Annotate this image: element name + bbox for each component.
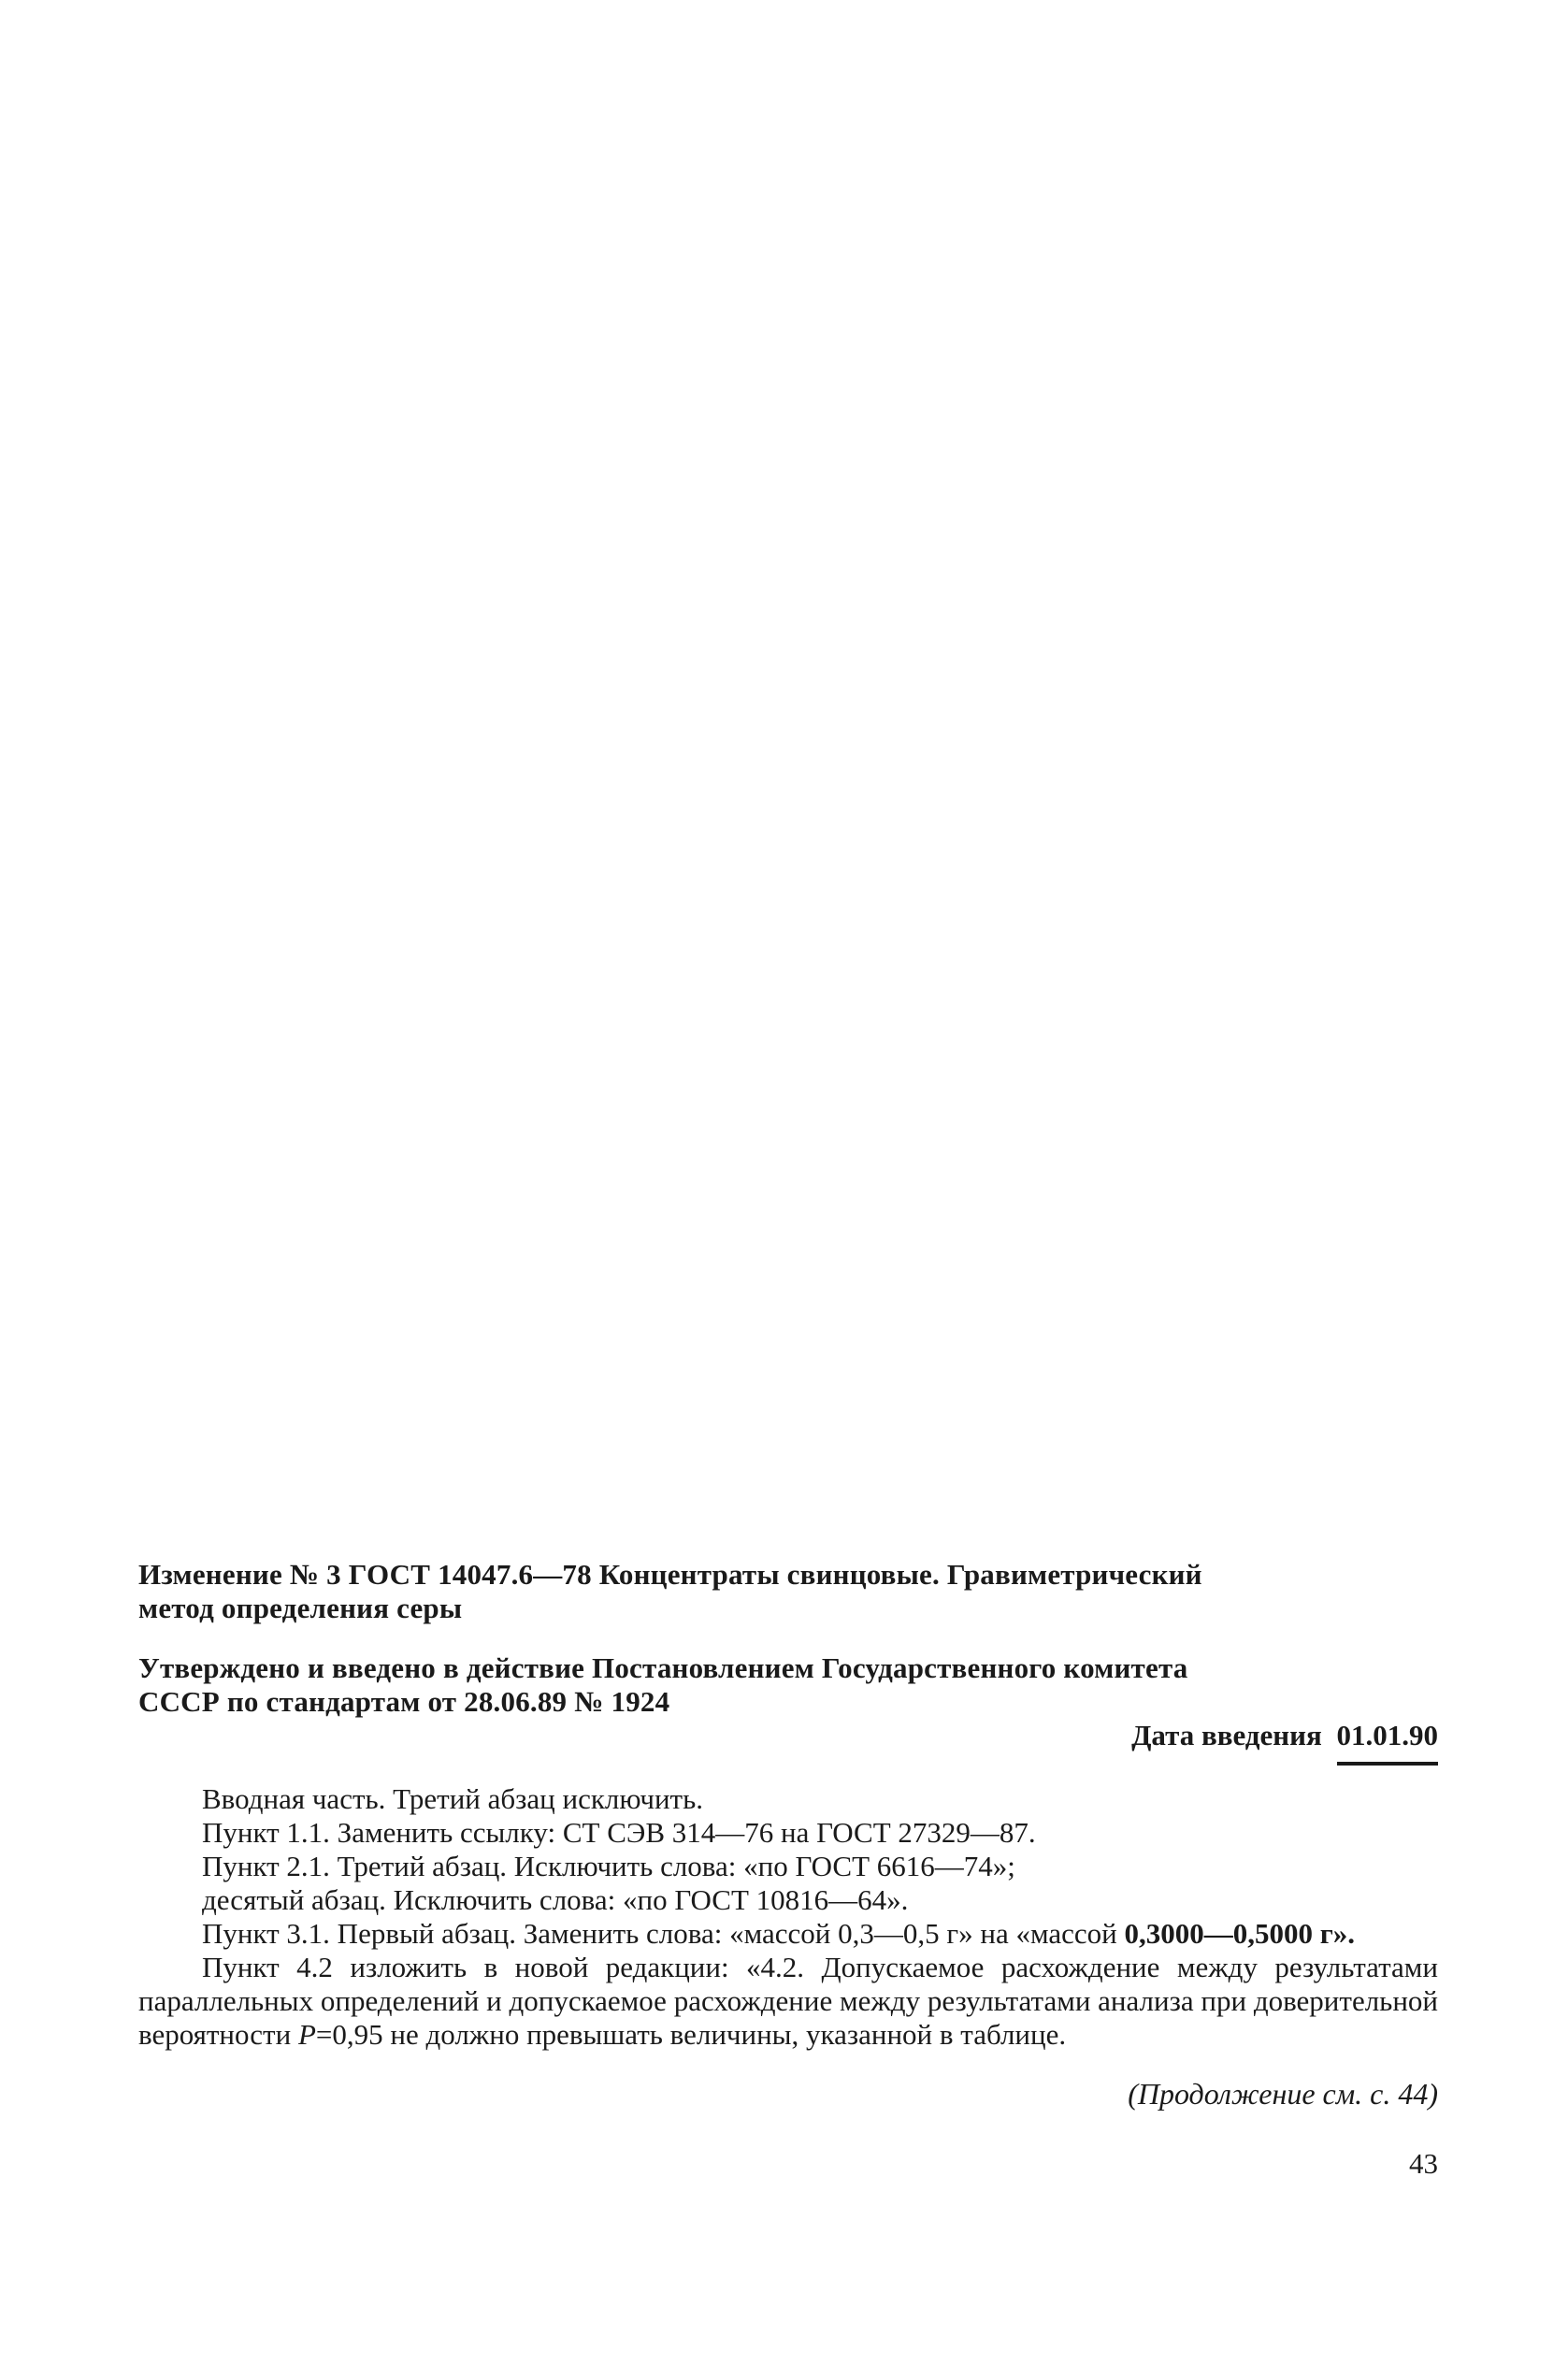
clause-4-2-text-end: =0,95 не должно превышать величины, указанной в таблице. <box>315 2018 1067 2051</box>
paragraph-clause-4-2 <box>138 1951 1438 2052</box>
paragraph-clause-2-1: Пункт 2.1. Третий абзац. Исключить слова: «по ГОСТ 6616—74»; <box>202 1850 1015 1882</box>
approval-line-2: СССР по стандартам от 28.06.89 № 1924 <box>138 1685 670 1718</box>
clause-3-1-bold-value: 0,3000—0,5000 г». <box>1124 1917 1356 1950</box>
approval-statement <box>138 1651 1438 1719</box>
title-line-1: Изменение № 3 ГОСТ 14047.6—78 Концентраты свинцовые. Гравиметрический <box>138 1558 1202 1591</box>
continuation-note: (Продолжение см. с. 44) <box>1128 2077 1438 2111</box>
page-number: 43 <box>1409 2147 1438 2180</box>
paragraph-clause-2-1-tenth: десятый абзац. Исключить слова: «по ГОСТ 10816—64». <box>202 1883 909 1916</box>
clause-4-2-variable: P <box>297 2018 316 2051</box>
amendment-body <box>138 1782 1438 2052</box>
amendment-title <box>138 1558 1438 1625</box>
title-line-2: метод определения серы <box>138 1592 463 1624</box>
effective-date <box>1131 1719 1438 1766</box>
paragraph-clause-1-1: Пункт 1.1. Заменить ссылку: СТ СЭВ 314—76 на ГОСТ 27329—87. <box>202 1816 1036 1849</box>
effective-date-value: 01.01.90 <box>1337 1719 1439 1766</box>
clause-4-2-text-start: Пункт 4.2 изложить в новой редакции: «4.2. Допускаемое расхождение между результатами параллельных определений и допускаемое расхождение между результатами анализа при доверительной вероятности <box>138 1951 1438 2051</box>
effective-date-label: Дата введения <box>1131 1719 1322 1751</box>
paragraph-clause-3-1 <box>138 1917 1438 1951</box>
approval-line-1: Утверждено и введено в действие Постановлением Государственного комитета <box>138 1651 1188 1684</box>
clause-3-1-text: Пункт 3.1. Первый абзац. Заменить слова: «массой 0,3—0,5 г» на «массой <box>202 1917 1117 1950</box>
paragraph-intro: Вводная часть. Третий абзац исключить. <box>202 1782 703 1815</box>
